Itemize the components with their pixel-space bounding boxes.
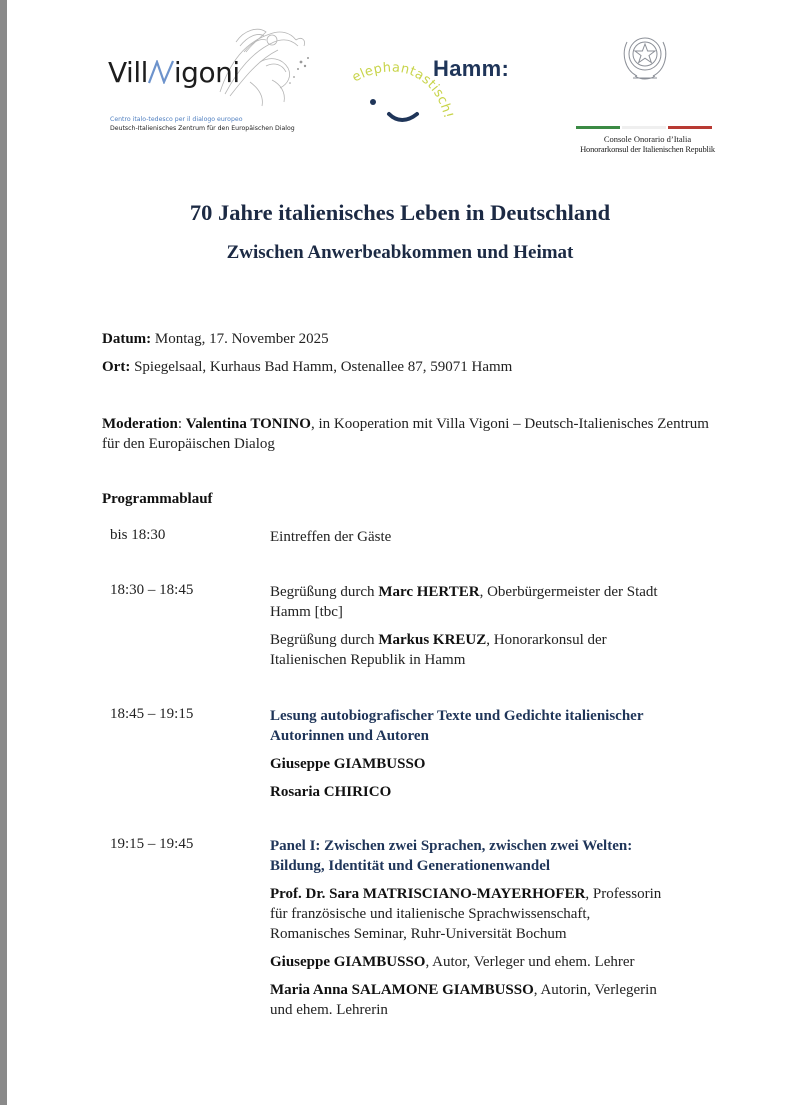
item-prefix: Begrüßung durch <box>270 632 379 648</box>
slot-entry <box>270 582 670 678</box>
hamm-logo <box>345 50 545 140</box>
flag-stripe-red <box>668 126 712 129</box>
wordmark-part-2: igoni <box>173 56 240 89</box>
speaker-name: Maria Anna SALAMONE GIAMBUSSO <box>270 982 534 998</box>
moderation-text: , in Kooperation mit Villa Vigoni – Deutsch-Italienisches Zentrum für den Europäischen Dialog <box>102 416 709 452</box>
slot-time: bis 18:30 <box>110 527 166 543</box>
program-item: Eintreffen der Gäste <box>270 529 392 545</box>
consul-text-it: Console Onorario d’Italia <box>603 134 692 144</box>
hamm-wordmark: Hamm: <box>433 56 510 81</box>
slot-time: 19:15 – 19:45 <box>110 836 194 852</box>
program-item <box>270 884 670 944</box>
villa-vigoni-wordmark <box>108 56 240 89</box>
v-mark-icon <box>148 60 174 84</box>
speaker-role: , Oberbürgermeister der Stadt Hamm [tbc] <box>270 584 658 620</box>
moderation-separator: : <box>177 416 186 432</box>
session-title: Panel I: Zwischen zwei Sprachen, zwischen zwei Welten: Bildung, Identität und Generationenwandel <box>270 838 633 874</box>
session-title: Lesung autobiografischer Texte und Gedichte italienischer Autorinnen und Autoren <box>270 708 644 744</box>
program-heading: Programmablauf <box>102 491 213 507</box>
flag-stripe-white <box>622 126 666 129</box>
speaker-name: Prof. Dr. Sara MATRISCIANO-MAYERHOFER <box>270 886 586 902</box>
slot-entry <box>270 706 670 810</box>
date-label: Datum: <box>102 331 152 347</box>
slot-time: 18:30 – 18:45 <box>110 582 194 598</box>
flag-stripe-green <box>576 126 620 129</box>
program-item <box>270 980 670 1020</box>
moderator-name: Valentina TONINO <box>185 416 311 432</box>
place-label: Ort: <box>102 359 131 375</box>
speaker-role: , Honorarkonsul der Italienischen Republik in Hamm <box>270 632 607 668</box>
place-value: Spiegelsaal, Kurhaus Bad Hamm, Ostenallee 87, 59071 Hamm <box>134 359 513 375</box>
slot-entry <box>270 527 670 555</box>
program-item <box>270 630 670 670</box>
speaker-role: , Autorin, Verlegerin und ehem. Lehrerin <box>270 982 657 1018</box>
slot-entry <box>270 836 670 1028</box>
villa-tagline-it: Centro italo-tedesco per il dialogo europeo <box>110 116 243 123</box>
consul-logo <box>570 28 725 154</box>
item-prefix: Begrüßung durch <box>270 584 379 600</box>
villa-tagline-de: Deutsch-Italienisches Zentrum für den Europäischen Dialog <box>110 125 295 132</box>
speaker-name: Rosaria CHIRICO <box>270 784 392 800</box>
date-value: Montag, 17. November 2025 <box>154 331 329 347</box>
program-item <box>270 754 670 774</box>
program-item <box>270 582 670 622</box>
slot-time: 18:45 – 19:15 <box>110 706 194 722</box>
moderation-label: Moderation <box>102 416 178 432</box>
consul-text-de: Honorarkonsul der Italienischen Republik <box>580 144 715 154</box>
villa-vigoni-logo <box>105 28 315 138</box>
speaker-role: , Professorin für französische und italienische Sprachwissenschaft, Romanisches Seminar, Ruhr-Universität Bochum <box>270 886 662 942</box>
date-line <box>102 331 329 348</box>
program-item <box>270 782 670 802</box>
hamm-slogan: elephantastisch! <box>349 60 456 121</box>
program-item <box>270 952 670 972</box>
speaker-role: , Autor, Verleger und ehem. Lehrer <box>425 954 635 970</box>
moderation-paragraph <box>102 414 712 454</box>
italian-republic-emblem-icon <box>615 30 675 85</box>
speaker-name: Giuseppe GIAMBUSSO <box>270 954 426 970</box>
viewer-edge-bar <box>0 0 7 1105</box>
speaker-name: Marc HERTER <box>378 584 480 600</box>
document-subtitle: Zwischen Anwerbeabkommen und Heimat <box>226 242 574 263</box>
place-line <box>102 359 512 376</box>
document-title: 70 Jahre italienisches Leben in Deutschland <box>189 200 611 225</box>
wordmark-part-1: Vill <box>108 56 148 89</box>
speaker-name: Giuseppe GIAMBUSSO <box>270 756 426 772</box>
speaker-name: Markus KREUZ <box>378 632 487 648</box>
